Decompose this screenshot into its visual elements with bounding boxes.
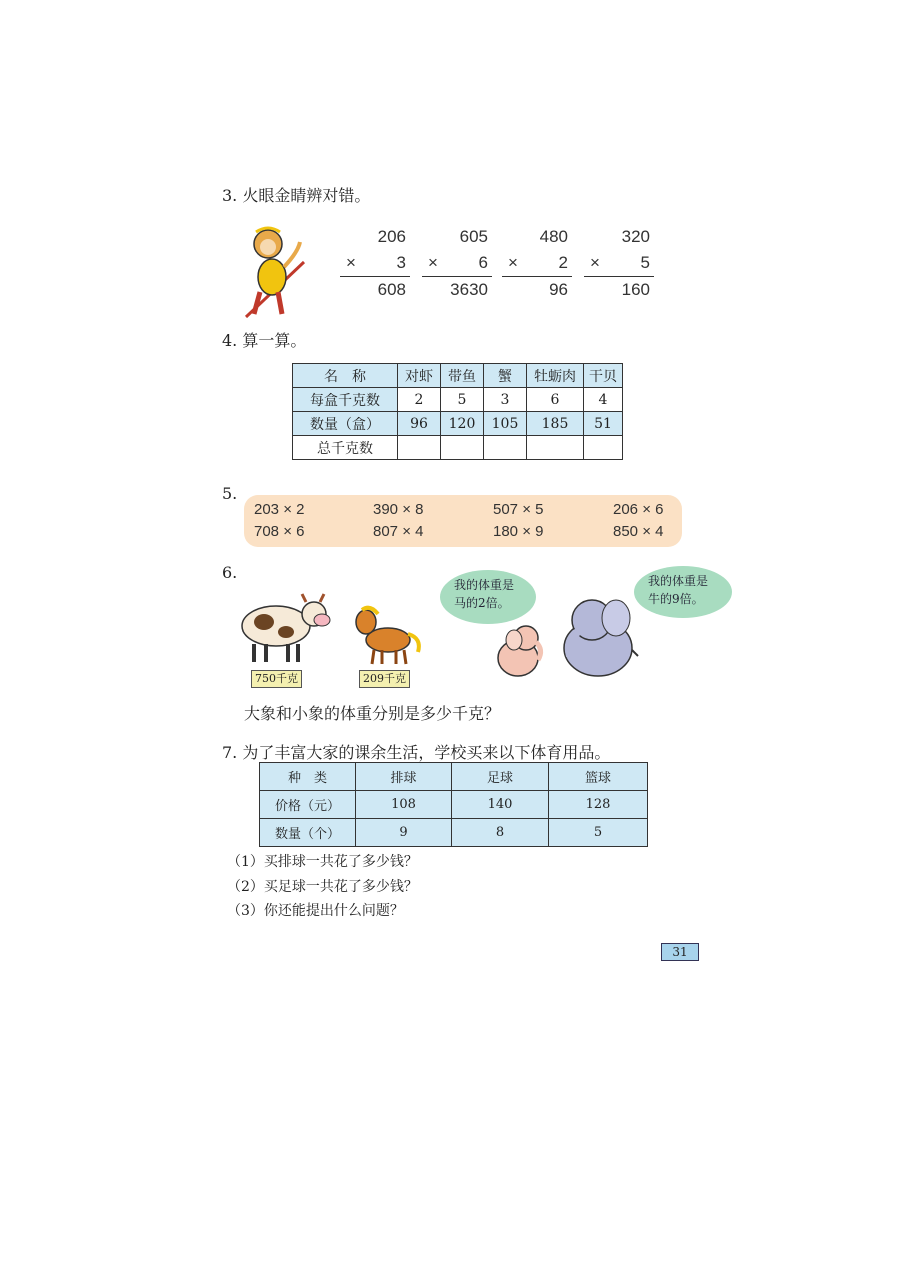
- horse-weight-label: 209千克: [359, 670, 410, 688]
- expression: 390 × 8: [373, 501, 424, 518]
- expression: 507 × 5: [493, 501, 544, 518]
- table-cell-blank[interactable]: [484, 436, 527, 460]
- table-cell: 108: [356, 791, 452, 819]
- multiply-sign: ×: [508, 253, 518, 272]
- table-cell: 2: [398, 388, 441, 412]
- section-6-heading: 6.: [222, 563, 238, 582]
- sports-table: [259, 762, 648, 847]
- calc-multiplier-row: [584, 250, 654, 277]
- bubble-line: 马的2倍。: [454, 596, 510, 610]
- calc-bottom: 5: [640, 253, 650, 272]
- table-cell: 105: [484, 412, 527, 436]
- table-row-label: 总千克数: [293, 436, 398, 460]
- question-1: （1）买排球一共花了多少钱？: [227, 854, 418, 870]
- monkey-king-illustration: [238, 222, 310, 318]
- table-cell: 140: [452, 791, 549, 819]
- calc-result: 3630: [450, 280, 488, 299]
- table-row: [293, 388, 623, 412]
- table-cell: 128: [549, 791, 648, 819]
- calc-top: 206: [377, 227, 406, 246]
- table-cell: 4: [584, 388, 623, 412]
- calc-multiplier-row: [340, 250, 410, 277]
- calc-top: 320: [621, 227, 650, 246]
- table-cell: 9: [356, 819, 452, 847]
- expression: 180 × 9: [493, 523, 544, 540]
- table-cell: 5: [441, 388, 484, 412]
- table-cell: 3: [484, 388, 527, 412]
- table-header-cell: 干贝: [584, 364, 623, 388]
- table-row-label: 数量（个）: [260, 819, 356, 847]
- calc-problem: [502, 224, 572, 303]
- calc-result: 160: [621, 280, 650, 299]
- speech-bubble-baby-elephant: [440, 570, 536, 624]
- calc-bottom: 3: [396, 253, 406, 272]
- cow-illustration: [236, 588, 332, 666]
- bubble-line: 我的体重是: [454, 578, 515, 592]
- cow-weight-label: 750千克: [251, 670, 302, 688]
- section-6-question: 大象和小象的体重分别是多少千克？: [244, 704, 501, 723]
- table-cell-blank[interactable]: [527, 436, 584, 460]
- speech-bubble-elephant: [634, 566, 732, 618]
- table-cell: 51: [584, 412, 623, 436]
- table-header-cell: 蟹: [484, 364, 527, 388]
- table-header-cell: 对虾: [398, 364, 441, 388]
- expression: 807 × 4: [373, 523, 424, 540]
- calc-problem: [584, 224, 654, 303]
- calc-top: 480: [539, 227, 568, 246]
- table-row-label: 每盒千克数: [293, 388, 398, 412]
- table-cell-blank[interactable]: [398, 436, 441, 460]
- table-header-cell: 牡蛎肉: [527, 364, 584, 388]
- multiply-sign: ×: [428, 253, 438, 272]
- expression: 850 × 4: [613, 523, 664, 540]
- table-header-cell: 篮球: [549, 763, 648, 791]
- table-row: [293, 436, 623, 460]
- table-row: [260, 819, 648, 847]
- expression: 203 × 2: [254, 501, 305, 518]
- table-row-label: 价格（元）: [260, 791, 356, 819]
- table-header-row: [260, 763, 648, 791]
- table-cell: 185: [527, 412, 584, 436]
- question-2: （2）买足球一共花了多少钱？: [227, 879, 418, 895]
- multiply-sign: ×: [346, 253, 356, 272]
- table-cell: 96: [398, 412, 441, 436]
- table-row: [260, 791, 648, 819]
- expression: 708 × 6: [254, 523, 305, 540]
- table-row: [293, 412, 623, 436]
- expression-box: [244, 495, 682, 547]
- table-row-label: 数量（盒）: [293, 412, 398, 436]
- table-header-cell: 种 类: [260, 763, 356, 791]
- table-header-row: [293, 364, 623, 388]
- horse-illustration: [350, 604, 426, 666]
- table-cell: 8: [452, 819, 549, 847]
- table-header-cell: 名 称: [293, 364, 398, 388]
- calc-multiplier-row: [502, 250, 572, 277]
- table-header-cell: 排球: [356, 763, 452, 791]
- calc-result: 96: [549, 280, 568, 299]
- elephant-illustration: [556, 590, 640, 682]
- calc-bottom: 2: [558, 253, 568, 272]
- section-5-heading: 5.: [222, 484, 238, 503]
- calc-result: 608: [377, 280, 406, 299]
- table-cell-blank[interactable]: [441, 436, 484, 460]
- calc-bottom: 6: [478, 253, 488, 272]
- baby-elephant-illustration: [490, 620, 548, 680]
- bubble-line: 牛的9倍。: [648, 592, 704, 606]
- calc-problem: [340, 224, 410, 303]
- table-header-cell: 足球: [452, 763, 549, 791]
- expression: 206 × 6: [613, 501, 664, 518]
- seafood-table: [292, 363, 623, 460]
- calc-problem: [422, 224, 492, 303]
- question-3: （3）你还能提出什么问题？: [227, 903, 404, 919]
- bubble-line: 我的体重是: [648, 574, 709, 588]
- multiply-sign: ×: [590, 253, 600, 272]
- section-7-heading: 7. 为了丰富大家的课余生活，学校买来以下体育用品。: [222, 743, 611, 762]
- calc-multiplier-row: [422, 250, 492, 277]
- section-4-heading: 4. 算一算。: [222, 331, 307, 350]
- page-number: 31: [661, 943, 699, 961]
- table-cell-blank[interactable]: [584, 436, 623, 460]
- table-cell: 120: [441, 412, 484, 436]
- calc-top: 605: [459, 227, 488, 246]
- table-cell: 6: [527, 388, 584, 412]
- table-header-cell: 带鱼: [441, 364, 484, 388]
- table-cell: 5: [549, 819, 648, 847]
- section-3-heading: 3. 火眼金睛辨对错。: [222, 186, 371, 205]
